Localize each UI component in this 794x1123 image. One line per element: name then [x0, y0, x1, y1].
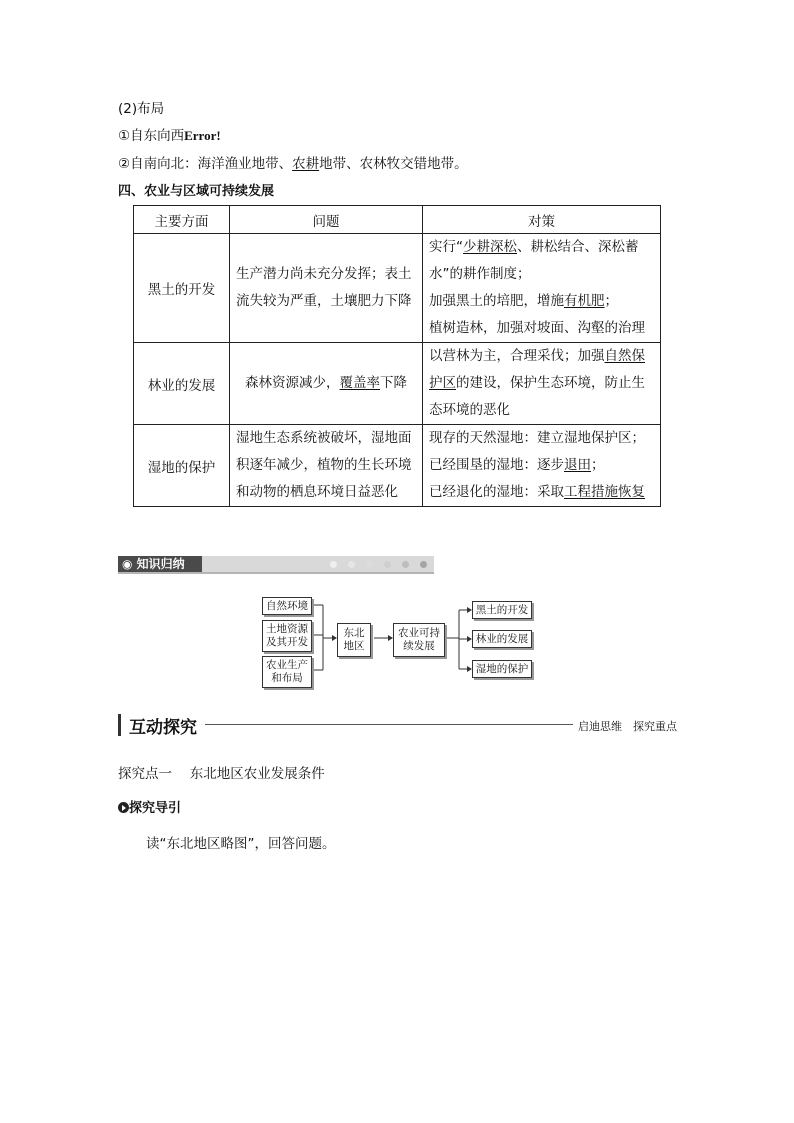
- measure-line: 已经退化的湿地：采取工程措施恢复: [429, 484, 645, 500]
- decor-dot: [348, 561, 355, 568]
- aspect-cell: 林业的发展: [134, 343, 230, 425]
- diagram-box-black-soil: 黑土的开发: [472, 601, 532, 619]
- layout-item-1: [118, 124, 221, 144]
- layout-item-2-underlined: 农耕: [292, 156, 320, 172]
- layout-item-1-text: ①自东向西: [118, 128, 185, 144]
- layout-item-2-post: 地带、农林牧交错地带。: [319, 156, 468, 172]
- decor-dot: [420, 561, 427, 568]
- layout-heading: (2)布局: [118, 101, 165, 117]
- measure-line: 态环境的恶化: [429, 402, 510, 418]
- interactive-section-tagline: 启迪思维 探究重点: [578, 720, 677, 733]
- measure-cell: [423, 425, 661, 507]
- diagram-box-natural-environment: 自然环境: [262, 597, 312, 615]
- measure-line: 水”的耕作制度；: [429, 266, 531, 282]
- decor-dot: [402, 561, 409, 568]
- banner-underline: [118, 572, 434, 574]
- diagram-box-agri-production: 农业生产和布局: [262, 656, 312, 688]
- header-rule: [205, 724, 573, 725]
- section-4-title: 四、农业与区域可持续发展: [118, 184, 275, 199]
- table-header-measure: 对策: [423, 206, 661, 234]
- error-text: Error!: [184, 128, 221, 143]
- measure-line: 现存的天然湿地：建立湿地保护区；: [429, 430, 645, 446]
- measure-line: 植树造林，加强对坡面、沟壑的治理: [429, 320, 645, 336]
- explore-point-title: 探究点一 东北地区农业发展条件: [118, 766, 325, 782]
- read-map-prompt: 读“东北地区略图”，回答问题。: [146, 836, 336, 852]
- play-circle-icon: [118, 802, 129, 813]
- decor-dot: [384, 561, 391, 568]
- knowledge-summary-banner: [118, 556, 434, 574]
- aspect-cell: 湿地的保护: [134, 425, 230, 507]
- measure-line: 护区的建设，保护生态环境，防止生: [429, 375, 645, 391]
- layout-item-2: [118, 152, 468, 172]
- diagram-box-wetland: 湿地的保护: [472, 660, 532, 678]
- explore-guide-heading: 探究导引: [118, 797, 181, 816]
- problem-cell: 森林资源减少，覆盖率下降: [230, 343, 423, 425]
- banner-bar: [202, 556, 434, 572]
- diagram-box-sustainable-agri: 农业可持续发展: [393, 623, 445, 657]
- decor-dot: [330, 561, 337, 568]
- table-row-wetland: [134, 425, 661, 507]
- measure-line: 以营林为主，合理采伐；加强自然保: [429, 348, 645, 364]
- layout-item-2-pre: ②自南向北：海洋渔业地带、: [118, 156, 293, 172]
- diagram-box-northeast: 东北地区: [337, 623, 371, 657]
- measure-line: 已经围垦的湿地：逐步退田；: [429, 457, 605, 473]
- section-marker-bar: [118, 714, 121, 736]
- interactive-section-title: 互动探究: [129, 718, 197, 738]
- diagram-box-land-resources: 土地资源及其开发: [262, 620, 312, 652]
- measure-cell: [423, 343, 661, 425]
- problem-cell: 湿地生态系统被破坏，湿地面积逐年减少，植物的生长环境和动物的栖息环境日益恶化: [230, 425, 423, 507]
- knowledge-summary-label: ◉ 知识归纳: [118, 556, 202, 572]
- measure-cell: [423, 234, 661, 343]
- aspect-cell: 黑土的开发: [134, 234, 230, 343]
- table-row-black-soil: [134, 234, 661, 343]
- measure-line: 实行“少耕深松、耕松结合、深松蓄: [429, 239, 639, 255]
- table-header-aspect: 主要方面: [134, 206, 230, 234]
- decor-dot: [366, 561, 373, 568]
- table-header-problem: 问题: [230, 206, 423, 234]
- diagram-box-forestry: 林业的发展: [472, 630, 532, 648]
- table-row-forestry: [134, 343, 661, 425]
- sustainable-agriculture-table: [133, 205, 661, 507]
- table-header-row: [134, 206, 661, 234]
- measure-line: 加强黑土的培肥，增施有机肥；: [429, 293, 618, 309]
- problem-cell: 生产潜力尚未充分发挥；表土流失较为严重，土壤肥力下降: [230, 234, 423, 343]
